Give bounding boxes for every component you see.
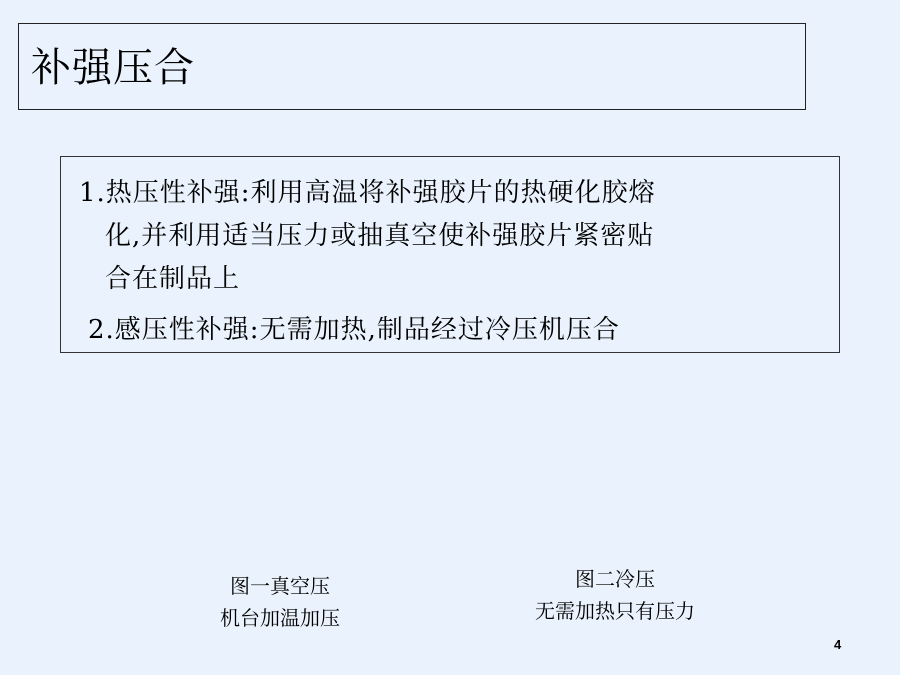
item-1-line-3: 合在制品上: [105, 264, 241, 294]
figure-1-caption-line-1: 图一真空压: [230, 574, 330, 598]
item-1-line-1: 1.热压性补强:利用高温将补强胶片的热硬化胶熔: [79, 178, 656, 208]
content-box: [60, 156, 840, 353]
slide-title: 补强压合: [31, 45, 195, 91]
figure-2-caption-line-1: 图二冷压: [575, 567, 655, 591]
figure-1-caption: [170, 570, 390, 634]
figure-1-caption-line-2: 机台加温加压: [220, 606, 340, 630]
item-1-line-2: 化,并利用适当压力或抽真空使补强胶片紧密贴: [105, 221, 655, 251]
figure-2-caption: [490, 563, 740, 627]
page-number: 4: [834, 637, 842, 652]
figure-2-caption-line-2: 无需加热只有压力: [535, 599, 695, 623]
title-box: [18, 23, 806, 110]
item-2: 2.感压性补强:无需加热,制品经过冷压机压合: [88, 315, 620, 345]
